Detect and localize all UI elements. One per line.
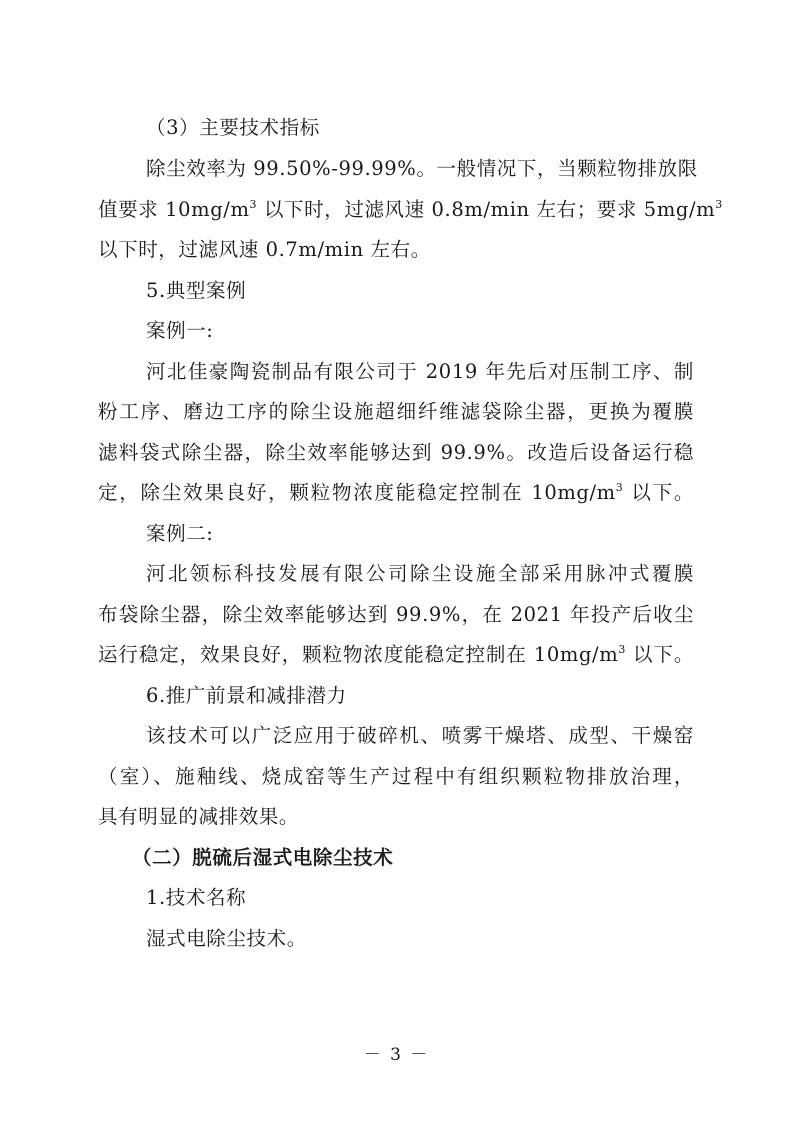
prospects-line-3: 具有明显的减排效果。 <box>98 805 300 828</box>
indicators-paragraph-line-3: 以下时，过滤风速 0.7m/min 左右。 <box>98 238 431 261</box>
case1-line-4 <box>98 479 694 507</box>
case2-line-1: 河北领标科技发展有限公司除尘设施全部采用脉冲式覆膜 <box>146 562 694 585</box>
superscript: 3 <box>249 198 258 211</box>
indicators-line-2-part-a: 值要求 10mg/m <box>98 198 250 221</box>
indicators-paragraph-line-2 <box>98 196 723 224</box>
prospects-heading: 6.推广前景和减排潜力 <box>146 684 347 707</box>
case1-line-4-part-a: 定，除尘效果良好，颗粒物浓度能稳定控制在 10mg/m <box>98 481 616 504</box>
case2-line-3-part-a: 运行稳定，效果良好，颗粒物浓度能稳定控制在 10mg/m <box>98 643 619 666</box>
case2-title: 案例二: <box>146 522 214 545</box>
superscript: 3 <box>615 481 624 494</box>
case1-title: 案例一: <box>146 319 214 342</box>
prospects-line-1: 该技术可以广泛应用于破碎机、喷雾干燥塔、成型、干燥窑 <box>146 724 694 747</box>
superscript: 3 <box>618 643 626 656</box>
section2-heading: （二）脱硫后湿式电除尘技术 <box>132 846 394 869</box>
cases-heading: 5.典型案例 <box>146 279 247 302</box>
prospects-line-2: （室）、施釉线、烧成窑等生产过程中有组织颗粒物排放治理， <box>98 765 694 788</box>
indicators-heading: （3）主要技术指标 <box>146 116 320 139</box>
case1-line-4-part-b: 以下。 <box>623 481 694 504</box>
technology-name-value: 湿式电除尘技术。 <box>146 927 307 950</box>
indicators-line-2-part-b: 以下时，过滤风速 0.8m/min 左右；要求 5mg/m <box>257 198 716 221</box>
case1-line-3: 滤料袋式除尘器，除尘效率能够达到 99.9%。改造后设备运行稳 <box>98 441 694 464</box>
case1-line-1: 河北佳豪陶瓷制品有限公司于 2019 年先后对压制工序、制 <box>146 360 694 383</box>
technology-name-heading: 1.技术名称 <box>146 886 247 909</box>
case1-line-2: 粉工序、磨边工序的除尘设施超细纤维滤袋除尘器，更换为覆膜 <box>98 400 694 423</box>
superscript: 3 <box>715 198 723 211</box>
page-number: － 3 － <box>363 1045 430 1065</box>
case2-line-3-part-b: 以下。 <box>625 643 694 666</box>
case2-line-3 <box>98 641 694 669</box>
case2-line-2: 布袋除尘器，除尘效率能够达到 99.9%，在 2021 年投产后收尘 <box>98 603 694 626</box>
indicators-paragraph-line-1: 除尘效率为 99.50%-99.99%。一般情况下，当颗粒物排放限 <box>146 157 698 180</box>
